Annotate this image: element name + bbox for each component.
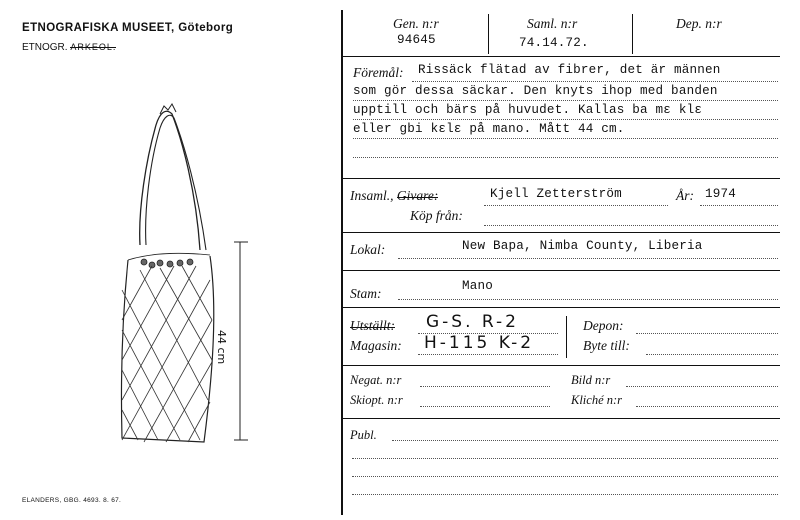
saml-label: Saml. n:r [527, 16, 578, 31]
dotted-line [636, 333, 778, 334]
rule-storage [343, 365, 780, 366]
department-line [22, 42, 116, 53]
museum-name: ETNOGRAFISKA MUSEET, Göteborg [22, 22, 234, 34]
storage-divider [566, 316, 567, 358]
rule-lokal [343, 270, 780, 271]
negat-label: Negat. n:r [350, 373, 402, 387]
publ-label: Publ. [350, 428, 377, 442]
dotted-line [646, 354, 778, 355]
foremal-line-3: upptill och bärs på huvudet. Kallas ba mɛ klɛ [353, 103, 703, 117]
utstallt-value: G-S. R-2 [426, 312, 519, 332]
department-prefix: ETNOGR. [22, 42, 68, 53]
dotted-line [352, 494, 778, 495]
stam-value: Mano [462, 279, 494, 293]
magasin-value: H-115 K-2 [424, 333, 535, 353]
dotted-line [700, 205, 778, 206]
dotted-line [392, 440, 778, 441]
stam-label: Stam: [350, 286, 382, 301]
dotted-line [353, 138, 778, 139]
dotted-line [353, 100, 778, 101]
insaml-label: Insaml., Givare: [350, 188, 439, 203]
depon-label: Depon: [583, 318, 624, 333]
skiopt-label: Skiopt. n:r [350, 393, 403, 407]
dotted-line [412, 81, 778, 82]
department-struck: ARKEOL. [70, 42, 117, 52]
dep-label: Dep. n:r [676, 16, 722, 31]
dotted-line [398, 299, 778, 300]
dotted-line [484, 205, 668, 206]
foremal-line-1: Rissäck flätad av fibrer, det är männen [418, 63, 721, 77]
bild-label: Bild n:r [571, 373, 611, 387]
dotted-line [353, 157, 778, 158]
rule-negat [343, 418, 780, 419]
lokal-value: New Bapa, Nimba County, Liberia [462, 239, 703, 253]
rule-stam [343, 307, 780, 308]
dotted-line [352, 476, 778, 477]
scale-label: 44 cm [215, 330, 228, 365]
ar-label: År: [676, 188, 694, 203]
saml-divider [632, 14, 633, 54]
dotted-line [626, 386, 778, 387]
dotted-line [353, 119, 778, 120]
givare-struck: Givare: [396, 188, 439, 203]
scale-bar [234, 242, 248, 440]
rule-insaml [343, 232, 780, 233]
bag-rim [128, 253, 210, 268]
cliche-label: Kliché n:r [571, 393, 623, 407]
gen-label: Gen. n:r [393, 16, 439, 31]
dotted-line [484, 225, 778, 226]
utstallt-label: Utställt: [350, 318, 396, 333]
foremal-line-4: eller gbi kɛlɛ på mano. Mått 44 cm. [353, 122, 625, 136]
ar-value: 1974 [705, 187, 737, 201]
dotted-line [420, 406, 550, 407]
kop-label: Köp från: [410, 208, 463, 223]
magasin-label: Magasin: [350, 338, 402, 353]
dotted-line [418, 354, 558, 355]
foremal-line-2: som gör dessa säckar. Den knyts ihop med banden [353, 84, 718, 98]
gen-value: 94645 [397, 33, 436, 47]
saml-value: 74.14.72. [519, 36, 589, 50]
foremal-label: Föremål: [353, 65, 404, 80]
dotted-line [418, 333, 558, 334]
byte-label: Byte till: [583, 338, 630, 353]
card-border [341, 10, 343, 515]
lokal-label: Lokal: [350, 242, 386, 257]
insaml-value: Kjell Zetterström [490, 187, 622, 201]
bag-body [121, 256, 213, 442]
gen-divider [488, 14, 489, 54]
printer-mark: ELANDERS, GBG. 4693. 8. 67. [22, 497, 122, 504]
dotted-line [636, 406, 778, 407]
dotted-line [398, 258, 778, 259]
dotted-line [420, 386, 550, 387]
dotted-line [352, 458, 778, 459]
bag-drawing [100, 100, 290, 460]
header-rule [343, 56, 780, 57]
rule-foremal [343, 178, 780, 179]
